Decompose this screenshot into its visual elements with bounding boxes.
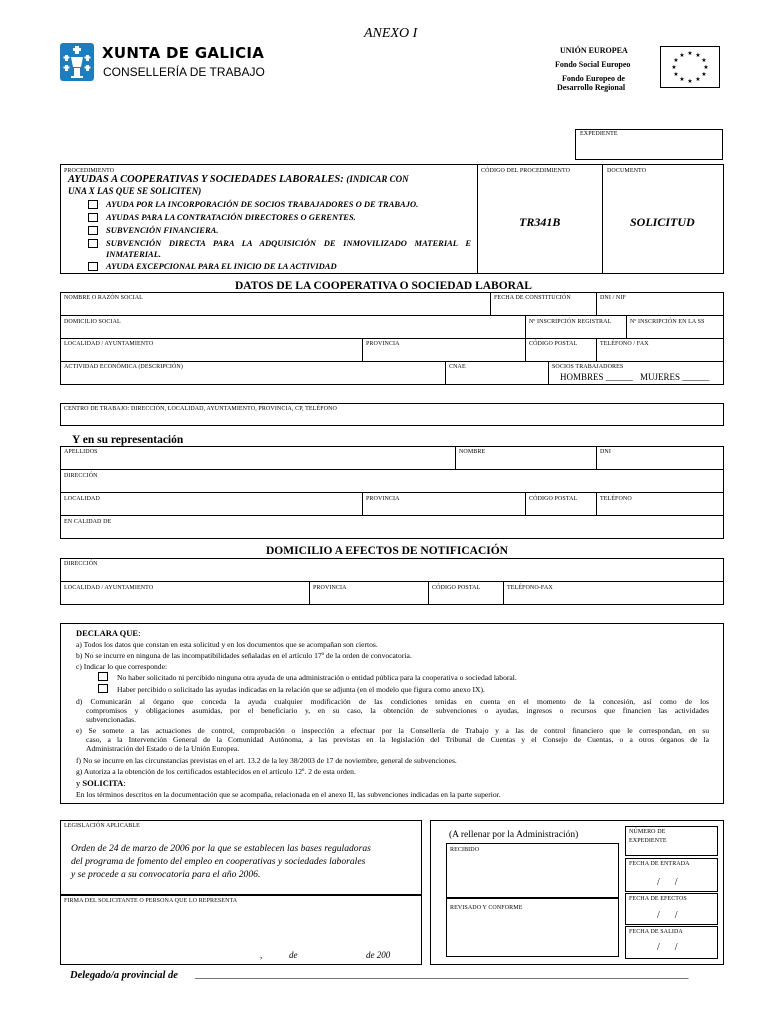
option-checkbox-2[interactable] [88, 213, 98, 222]
legislacion-label: LEGISLACIÓN APLICABLE [64, 823, 140, 829]
declara-c2-checkbox[interactable] [98, 684, 108, 693]
declara-c: c) Indicar lo que corresponde: [76, 662, 168, 671]
codigo-value: TR341B [519, 215, 561, 229]
telefono-fax-label: TELÉFONO / FAX [600, 341, 649, 347]
fecha-salida-value: / / [657, 942, 678, 953]
localidad-label: LOCALIDAD / AYUNTAMIENTO [64, 341, 154, 347]
legislacion-line-1: Orden de 24 de marzo de 2006 por la que se establecen las bases reguladoras [71, 843, 371, 854]
codigo-postal-label: CÓDIGO POSTAL [529, 341, 578, 347]
notif-localidad-label: LOCALIDAD / AYUNTAMIENTO [64, 585, 154, 591]
declara-d-3: subvencionadas. [86, 715, 136, 724]
option-label-4-cont: INMATERIAL. [106, 249, 162, 259]
dni-nif-label: DNI / NIF [600, 295, 626, 301]
notificacion-title: DOMICILIO A EFECTOS DE NOTIFICACIÓN [266, 545, 508, 557]
fecha-entrada-label: FECHA DE ENTRADA [629, 861, 690, 867]
declara-a: a) Todos los datos que constan en esta solicitud y en los documentos que se acompañan son ciertos. [76, 640, 378, 649]
fecha-efectos-label: FECHA DE EFECTOS [629, 896, 687, 902]
rep-cp-label: CÓDIGO POSTAL [529, 496, 578, 502]
fecha-year: de 200 [366, 950, 391, 960]
option-label-2: AYUDAS PARA LA CONTRATACIÓN DIRECTORES O GERENTES. [106, 212, 356, 222]
expediente-label: EXPEDIENTE [580, 131, 618, 137]
svg-text:★: ★ [701, 71, 707, 78]
fecha-comma: , [260, 950, 263, 960]
rep-telefono-label: TELÉFONO [600, 496, 632, 502]
option-checkbox-4[interactable] [88, 239, 98, 248]
option-checkbox-5[interactable] [88, 262, 98, 271]
documento-value: SOLICITUD [630, 215, 695, 229]
delegado-label: Delegado/a provincial de [70, 970, 178, 981]
actividad-label: ACTIVIDAD ECONÓMICA (DESCRIPCIÓN) [64, 364, 183, 370]
declara-c1-checkbox[interactable] [98, 672, 108, 681]
declara-e-2: caso, a la Intervención General de la Comunidad Autónoma, a las previstas en la legislación del Tribunal de Cuentas y el Consejo de Cuentas, o a otros órganos de la [86, 735, 709, 744]
eu-flag-icon [660, 46, 720, 88]
num-expediente-label-1: NÚMERO DE [629, 829, 666, 835]
mujeres-field[interactable]: MUJERES ______ [640, 372, 710, 382]
fse-label: Fondo Social Europeo [555, 60, 631, 69]
anexo-title: ANEXO I [364, 26, 418, 41]
legislacion-line-2: del programa de fomento del empleo en cooperativas y sociedades laborales [71, 856, 366, 867]
notif-provincia-label: PROVINCIA [313, 585, 347, 591]
svg-text:★: ★ [673, 57, 679, 64]
declara-d-1: d) Comunicarán al órgano que conceda la ayuda cualquier modificación de las condiciones tenidas en cuenta en el momento de la concesión, así como de los [76, 697, 709, 706]
solicita-text: En los términos descritos en la documentación que se acompaña, relacionada en el anexo II, las subvenciones indicadas en la parte superior. [76, 790, 501, 799]
num-expediente-label-2: EXPEDIENTE [629, 838, 667, 844]
delegado-line[interactable]: ______________________________________________________________________________________________ [195, 969, 689, 980]
declara-b: b) No se incurre en ninguna de las incompatibilidades señaladas en el artículo 17º de la orden de convocatoria. [76, 651, 412, 660]
documento-label: DOCUMENTO [607, 168, 647, 174]
rep-calidad-label: EN CALIDAD DE [64, 519, 112, 525]
option-label-3: SUBVENCIÓN FINANCIERA. [106, 225, 219, 235]
procedimiento-label: PROCEDIMIENTO [64, 168, 115, 174]
codigo-label: CÓDIGO DEL PROCEDIMIENTO [481, 168, 571, 174]
svg-text:★: ★ [687, 50, 693, 57]
inscripcion-ss-label: Nº INSCRIPCIÓN EN LA SS [630, 319, 705, 325]
svg-text:★: ★ [695, 76, 701, 83]
option-label-1: AYUDA POR LA INCORPORACIÓN DE SOCIOS TRABAJADORES O DE TRABAJO. [106, 199, 419, 209]
notif-direccion-label: DIRECCIÓN [64, 561, 98, 567]
socios-label: SOCIOS TRABAJADORES [552, 364, 624, 370]
centro-trabajo-label: CENTRO DE TRABAJO: DIRECCIÓN, LOCALIDAD, AYUNTAMIENTO, PROVINCIA, CP, TELÉFONO [64, 406, 337, 412]
svg-text:★: ★ [695, 52, 701, 59]
admin-title: (A rellenar por la Administración) [449, 830, 579, 840]
cnae-label: CNAE [449, 364, 466, 370]
fecha-salida-label: FECHA DE SALIDA [629, 929, 683, 935]
option-checkbox-1[interactable] [88, 200, 98, 209]
svg-text:★: ★ [701, 57, 707, 64]
fecha-de: de [289, 950, 298, 960]
xunta-name: XUNTA DE GALICIA [102, 44, 265, 62]
option-label-4: SUBVENCIÓN DIRECTA PARA LA ADQUISICIÓN DE INMOVILIZADO MATERIAL E [106, 238, 471, 248]
svg-text:★: ★ [703, 64, 709, 71]
legislacion-line-3: y se procede a su convocatoria para el año 2006. [71, 869, 261, 880]
rep-nombre-label: NOMBRE [459, 449, 486, 455]
declara-c2: Haber percibido o solicitado las ayudas indicadas en la relación que se adjunta (en el modelo que figura como anexo IX). [117, 685, 485, 694]
domicilio-social-label: DOMICILIO SOCIAL [64, 319, 121, 325]
declara-e-1: e) Se somete a las actuaciones de control, comprobación o inspección a efectuar por la Consellería de Trabajo y a las de control financiero que le correspondan, en su [76, 726, 709, 735]
fecha-entrada-value: / / [657, 877, 678, 888]
declara-c1: No haber solicitado ni percibido ninguna otra ayuda de una administración o entidad pública para la cooperativa o sociedad laboral. [117, 673, 517, 682]
svg-text:★: ★ [687, 78, 693, 85]
cooperativa-title: DATOS DE LA COOPERATIVA O SOCIEDAD LABORAL [235, 280, 532, 292]
declara-f: f) No se incurre en las circunstancias previstas en el art. 13.2 de la ley 38/2003 de 17 de noviembre, general de subvenciones. [76, 756, 457, 765]
declara-title: DECLARA QUE: [76, 628, 141, 638]
xunta-logo [60, 43, 94, 81]
declara-e-3: Administración del Estado o de la Unión Europea. [86, 744, 240, 753]
svg-text:★: ★ [671, 64, 677, 71]
procedimiento-title: AYUDAS A COOPERATIVAS Y SOCIEDADES LABORALES: (INDICAR CON [68, 174, 409, 185]
option-label-5: AYUDA EXCEPCIONAL PARA EL INICIO DE LA ACTIVIDAD [106, 261, 337, 271]
feder-label-2: Desarrollo Regional [557, 83, 626, 92]
rep-provincia-label: PROVINCIA [366, 496, 400, 502]
rep-localidad-label: LOCALIDAD [64, 496, 100, 502]
hombres-field[interactable]: HOMBRES ______ [560, 372, 633, 382]
rep-dni-label: DNI [600, 449, 611, 455]
provincia-label: PROVINCIA [366, 341, 400, 347]
declara-d-2: compromisos y obligaciones asumidas, por el beneficiario y, en su caso, la obtención de subvenciones o ayudas, ingresos o recursos que financien las actividades [86, 706, 709, 715]
option-checkbox-3[interactable] [88, 226, 98, 235]
notif-telfax-label: TELÉFONO-FAX [507, 585, 553, 591]
ue-title: UNIÓN EUROPEA [560, 46, 628, 55]
procedimiento-title-2: UNA X LAS QUE SE SOLICITEN) [68, 186, 202, 196]
svg-text:★: ★ [679, 52, 685, 59]
fecha-constitucion-label: FECHA DE CONSTITUCIÓN [494, 295, 571, 301]
solicita-title: y SOLICITA: [76, 778, 126, 788]
conselleria-name: CONSELLERÍA DE TRABAJO [103, 65, 265, 79]
notif-cp-label: CÓDIGO POSTAL [432, 585, 481, 591]
feder-label-1: Fondo Europeo de [562, 74, 625, 83]
declara-g: g) Autoriza a la obtención de los certificados establecidos en el artículo 12º. 2 de esta orden. [76, 767, 356, 776]
rep-direccion-label: DIRECCIÓN [64, 473, 98, 479]
svg-text:★: ★ [679, 76, 685, 83]
svg-text:★: ★ [673, 71, 679, 78]
firma-label: FIRMA DEL SOLICITANTE O PERSONA QUE LO REPRESENTA [64, 898, 238, 904]
recibido-label: RECIBIDO [450, 847, 480, 853]
nombre-razon-label: NOMBRE O RAZÓN SOCIAL [64, 295, 143, 301]
apellidos-label: APELLIDOS [64, 449, 98, 455]
fecha-efectos-value: / / [657, 910, 678, 921]
representacion-title: Y en su representación [72, 434, 184, 446]
revisado-label: REVISADO Y CONFORME [450, 905, 523, 911]
inscripcion-registral-label: Nº INSCRIPCIÓN REGISTRAL [529, 319, 612, 325]
